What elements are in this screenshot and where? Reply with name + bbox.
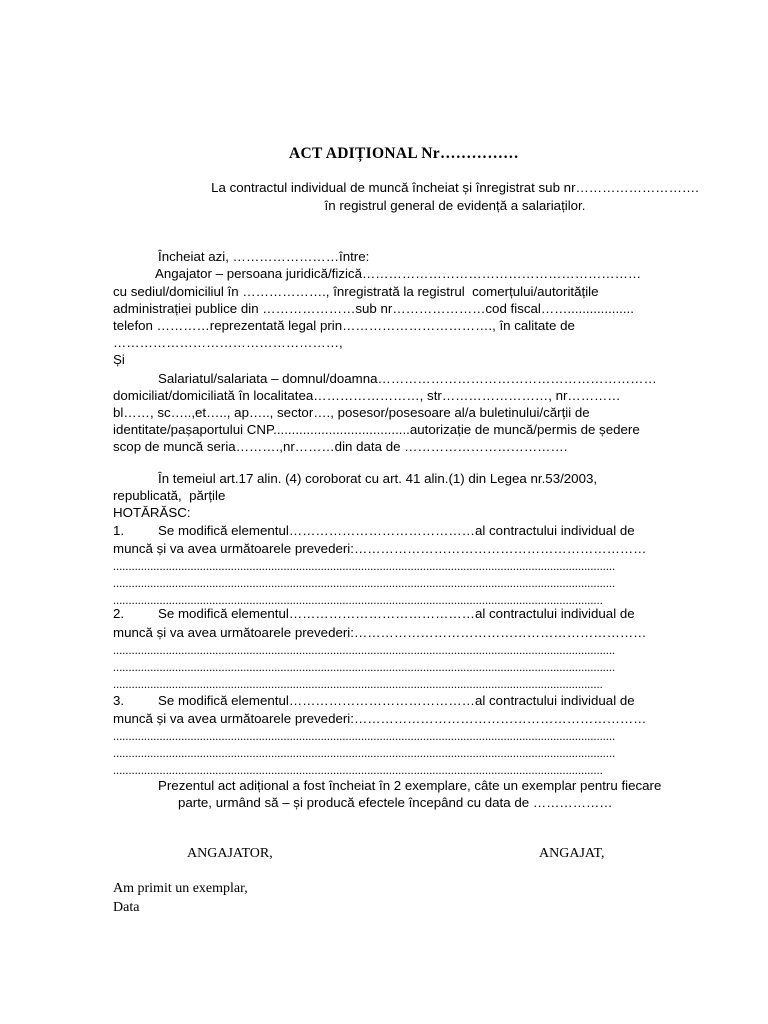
salariat-line-2: domiciliat/domiciliată în localitatea……………………, str……………………, nr………… xyxy=(113,388,621,403)
article-dots-2: .................................................................................................................................................................. xyxy=(113,746,616,760)
salariat-line-5: scop de muncă seria……….,nr………din data de ………………………………. xyxy=(113,439,568,454)
signature-angajat: ANGAJAT, xyxy=(539,846,605,861)
article-number: 1. xyxy=(113,523,125,538)
article-dots-2: .................................................................................................................................................................. xyxy=(113,660,616,674)
angajator-line-1: Angajator – persoana juridică/fizică……………………………………………………… xyxy=(155,266,642,281)
angajator-line-3: administrației publice din …………………sub nr…………………cod fiscal…….................. xyxy=(113,301,634,316)
article-number: 2. xyxy=(113,606,125,621)
article-dots-1: .................................................................................................................................................................. xyxy=(113,729,616,743)
article-dots-3: .............................................................................................................................................................. xyxy=(113,593,603,607)
salariat-line-4: identitate/pașaportului CNP.....................................autorizație de muncă/permis de ședere xyxy=(113,422,640,437)
date-label: Data xyxy=(113,900,140,915)
temei-line-2: republicată, părțile xyxy=(113,488,226,503)
article-line-1: Se modifică elementul……………………………………al contractului individual de xyxy=(158,606,635,621)
article-dots-1: .................................................................................................................................................................. xyxy=(113,643,616,657)
article-line-2: muncă și va avea următoarele prevederi:………………………………………………………… xyxy=(113,711,647,726)
incheiat-line: Încheiat azi, ……………………între: xyxy=(158,249,370,264)
article-dots-3: .............................................................................................................................................................. xyxy=(113,763,603,777)
closing-line-2: parte, urmând să – și producă efectele începând cu data de ……………… xyxy=(178,795,613,810)
hotarasc-heading: HOTĂRĂSC: xyxy=(113,505,191,520)
article-dots-3: .............................................................................................................................................................. xyxy=(113,677,603,691)
article-dots-1: .................................................................................................................................................................. xyxy=(113,559,616,573)
angajator-line-5: ……………………………………………, xyxy=(113,335,343,350)
article-number: 3. xyxy=(113,693,125,708)
received-copy-note: Am primit un exemplar, xyxy=(113,881,248,896)
signature-angajator: ANGAJATOR, xyxy=(187,846,273,861)
document-title: ACT ADIȚIONAL Nr…………… xyxy=(289,145,519,162)
salariat-line-1: Salariatul/salariata – domnul/doamna……………………………………………………… xyxy=(158,371,657,386)
closing-line-1: Prezentul act adițional a fost încheiat în 2 exemplare, câte un exemplar pentru fiecare xyxy=(158,778,662,793)
article-line-2: muncă și va avea următoarele prevederi:………………………………………………………… xyxy=(113,625,647,640)
si-conjunction: Și xyxy=(113,352,125,367)
article-line-1: Se modifică elementul……………………………………al contractului individual de xyxy=(158,523,635,538)
angajator-line-2: cu sediul/domiciliul în ………………., înregistrată la registrul comerțului/autoritățile xyxy=(113,284,599,299)
article-line-1: Se modifică elementul……………………………………al contractului individual de xyxy=(158,693,635,708)
salariat-line-3: bl……, sc…..,et….., ap….., sector…., posesor/posesoare al/a buletinului/cărții de xyxy=(113,405,590,420)
article-line-2: muncă și va avea următoarele prevederi:………………………………………………………… xyxy=(113,541,647,556)
angajator-line-4: telefon …………reprezentată legal prin……………………………., în calitate de xyxy=(113,318,575,333)
intro-line-1: La contractul individual de muncă încheiat și înregistrat sub nr………………………. xyxy=(211,180,699,195)
temei-line-1: În temeiul art.17 alin. (4) coroborat cu art. 41 alin.(1) din Legea nr.53/2003, xyxy=(158,471,598,486)
article-dots-2: .................................................................................................................................................................. xyxy=(113,576,616,590)
intro-line-2: în registrul general de evidență a salariaților. xyxy=(324,198,586,213)
